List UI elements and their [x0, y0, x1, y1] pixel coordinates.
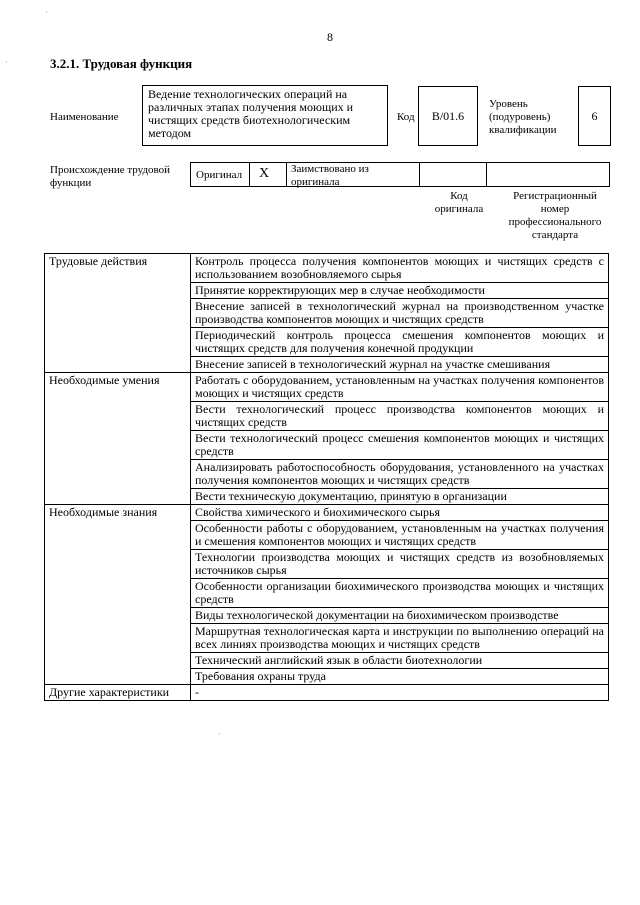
table-row: [45, 489, 609, 505]
table-row: [45, 669, 609, 685]
level-value: 6: [578, 86, 611, 146]
table-item: Виды технологической документации на биохимическом производстве: [191, 608, 609, 624]
table-row: [45, 608, 609, 624]
code-original-label: Код оригинала: [434, 190, 484, 215]
table-item: Вести техническую документацию, принятую в организации: [191, 489, 609, 505]
table-row: [45, 521, 609, 550]
table-row: [45, 653, 609, 669]
section-title: 3.2.1. Трудовая функция: [50, 56, 193, 71]
table-row: [45, 328, 609, 357]
scan-speck: ·: [45, 8, 48, 17]
table-item: Контроль процесса получения компонентов моющих и чистящих средств с использованием возобновляемого сырья: [191, 254, 609, 283]
table-row: [45, 254, 609, 283]
table-row: [45, 431, 609, 460]
scan-speck: ·: [218, 730, 221, 739]
code-original-cell: [486, 162, 610, 187]
table-item: Особенности работы с оборудованием, установленным на участках получения и смешения компонентов моющих и чистящих средств: [191, 521, 609, 550]
table-item: Вести технологический процесс смешения компонентов моющих и чистящих средств: [191, 431, 609, 460]
table-item: Периодический контроль процесса смешения компонентов моющих и чистящих средств для получения конечной продукции: [191, 328, 609, 357]
category-label: Необходимые знания: [45, 505, 191, 521]
table-row: [45, 373, 609, 402]
category-cell: [45, 489, 191, 505]
category-cell: [45, 431, 191, 460]
category-cell: [45, 460, 191, 489]
table-row: [45, 460, 609, 489]
table-row: [45, 579, 609, 608]
code-value: B/01.6: [418, 86, 478, 146]
category-cell: [45, 283, 191, 299]
table-row: [45, 685, 609, 701]
table-row: [45, 550, 609, 579]
category-label: Трудовые действия: [45, 254, 191, 283]
page-number: 8: [327, 30, 333, 44]
table-row: [45, 624, 609, 653]
table-item: Технический английский язык в области биотехнологии: [191, 653, 609, 669]
table-item: Внесение записей в технологический журнал на производственном участке производства компонентов моющих и чистящих средств: [191, 299, 609, 328]
table-row: [45, 402, 609, 431]
level-label: Уровень (подуровень) квалификации: [489, 98, 557, 136]
category-cell: [45, 521, 191, 550]
borrowed-label-cell: [286, 162, 420, 187]
original-label-cell: [190, 162, 250, 187]
category-cell: [45, 357, 191, 373]
category-label: Другие характеристики: [45, 685, 191, 701]
origin-label: Происхождение трудовой функции: [50, 164, 171, 189]
code-label: Код: [397, 111, 415, 123]
function-table: [44, 253, 609, 701]
table-item: Требования охраны труда: [191, 669, 609, 685]
other-value: -: [191, 685, 609, 701]
table-item: Анализировать работоспособность оборудования, установленного на участках получения компонентов моющих и чистящих средств: [191, 460, 609, 489]
original-mark: X: [259, 166, 270, 181]
table-item: Вести технологический процесс производства компонентов моющих и чистящих средств: [191, 402, 609, 431]
table-item: Свойства химического и биохимического сырья: [191, 505, 609, 521]
category-cell: [45, 550, 191, 579]
table-item: Работать с оборудованием, установленным на участках получения компонентов моющих и чистящих средств: [191, 373, 609, 402]
category-cell: [45, 579, 191, 608]
table-item: Технологии производства моющих и чистящих средств из возобновляемых источников сырья: [191, 550, 609, 579]
table-row: [45, 505, 609, 521]
borrowed-label: Заимствовано из оригинала: [291, 163, 369, 188]
scan-speck: ·: [5, 58, 8, 67]
original-label: Оригинал: [196, 169, 243, 181]
table-item: Принятие корректирующих мер в случае необходимости: [191, 283, 609, 299]
function-name: Ведение технологических операций на различных этапах получения моющих и чистящих средств биотехнологическим методом: [142, 85, 388, 146]
table-row: [45, 299, 609, 328]
category-cell: [45, 669, 191, 685]
table-row: [45, 357, 609, 373]
category-label: Необходимые умения: [45, 373, 191, 402]
category-cell: [45, 328, 191, 357]
table-item: Внесение записей в технологический журнал на участке смешивания: [191, 357, 609, 373]
category-cell: [45, 608, 191, 624]
original-mark-cell: [249, 162, 287, 187]
table-item: Маршрутная технологическая карта и инструкции по выполнению операций на всех линиях производства моющих и чистящих средств: [191, 624, 609, 653]
origin-row: [190, 162, 610, 187]
category-cell: [45, 653, 191, 669]
category-cell: [45, 624, 191, 653]
category-cell: [45, 299, 191, 328]
table-row: [45, 283, 609, 299]
category-cell: [45, 402, 191, 431]
table-item: Особенности организации биохимического производства моющих и чистящих средств: [191, 579, 609, 608]
borrowed-empty-cell: [419, 162, 487, 187]
reg-number-label: Регистрационный номер профессионального стандарта: [508, 190, 602, 241]
name-label: Наименование: [50, 111, 119, 123]
